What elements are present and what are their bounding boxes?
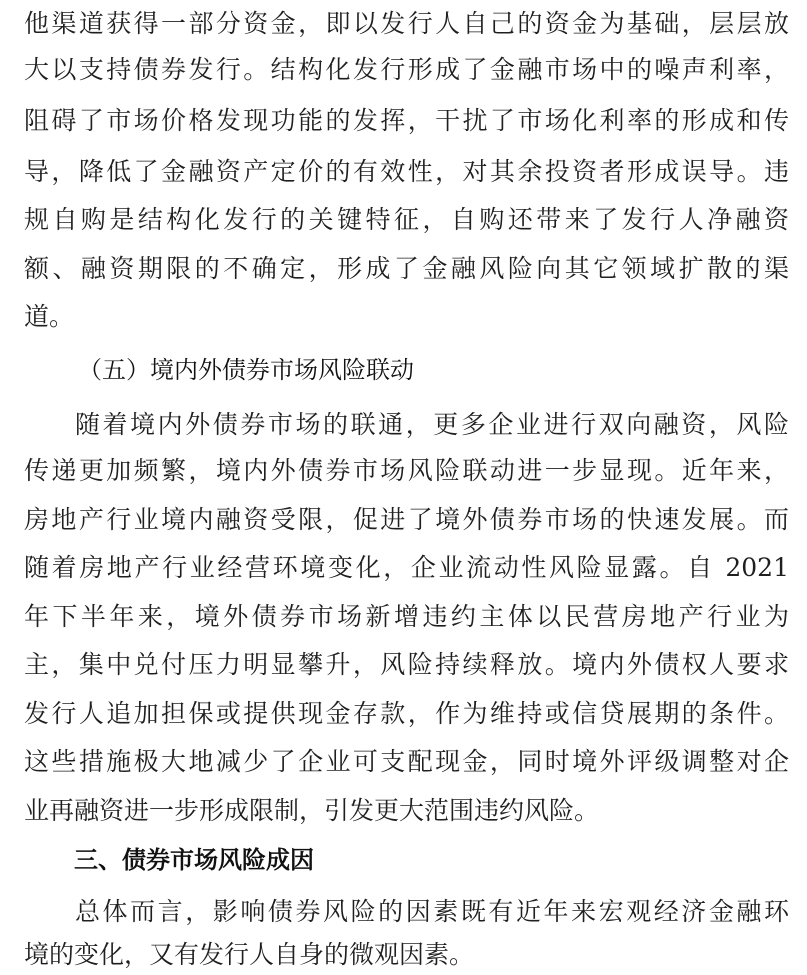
paragraph-line: 导，降低了金融资产定价的有效性，对其余投资者形成误导。违 (24, 157, 789, 186)
paragraph-line: 道。 (24, 302, 75, 331)
paragraph-line: 业再融资进一步形成限制，引发更大范围违约风险。 (24, 796, 600, 825)
paragraph-line: 额、融资期限的不确定，形成了金融风险向其它领域扩散的渠 (24, 254, 789, 283)
paragraph-line: 发行人追加担保或提供现金存款，作为维持或信贷展期的条件。 (24, 699, 789, 728)
paragraph-line: 随着境内外债券市场的联通，更多企业进行双向融资，风险 (75, 410, 789, 439)
paragraph-line: 传递更加频繁，境内外债券市场风险联动进一步显现。近年来， (24, 456, 789, 485)
paragraph-line: 总体而言，影响债券风险的因素既有近年来宏观经济金融环 (75, 897, 789, 926)
paragraph-line: 阻碍了市场价格发现功能的发挥，干扰了市场化利率的形成和传 (24, 106, 789, 135)
chapter-heading: 三、债券市场风险成因 (74, 846, 314, 874)
paragraph-line: 境的变化，又有发行人自身的微观因素。 (24, 940, 475, 969)
paragraph-line: 这些措施极大地减少了企业可支配现金，同时境外评级调整对企 (24, 747, 789, 776)
paragraph-line: 房地产行业境内融资受限，促进了境外债券市场的快速发展。而 (24, 505, 789, 534)
paragraph-line: 规自购是结构化发行的关键特征，自购还带来了发行人净融资 (24, 205, 789, 234)
paragraph-line: 随着房地产行业经营环境变化，企业流动性风险显露。自 2021 (24, 553, 789, 582)
paragraph-line: 主，集中兑付压力明显攀升，风险持续释放。境内外债权人要求 (24, 650, 789, 679)
section-heading: （五）境内外债券市场风险联动 (78, 356, 414, 384)
paragraph-line: 年下半年来，境外债券市场新增违约主体以民营房地产行业为 (24, 602, 789, 631)
paragraph-line: 他渠道获得一部分资金，即以发行人自己的资金为基础，层层放 (24, 9, 789, 38)
paragraph-line: 大以支持债券发行。结构化发行形成了金融市场中的噪声利率， (24, 55, 789, 84)
